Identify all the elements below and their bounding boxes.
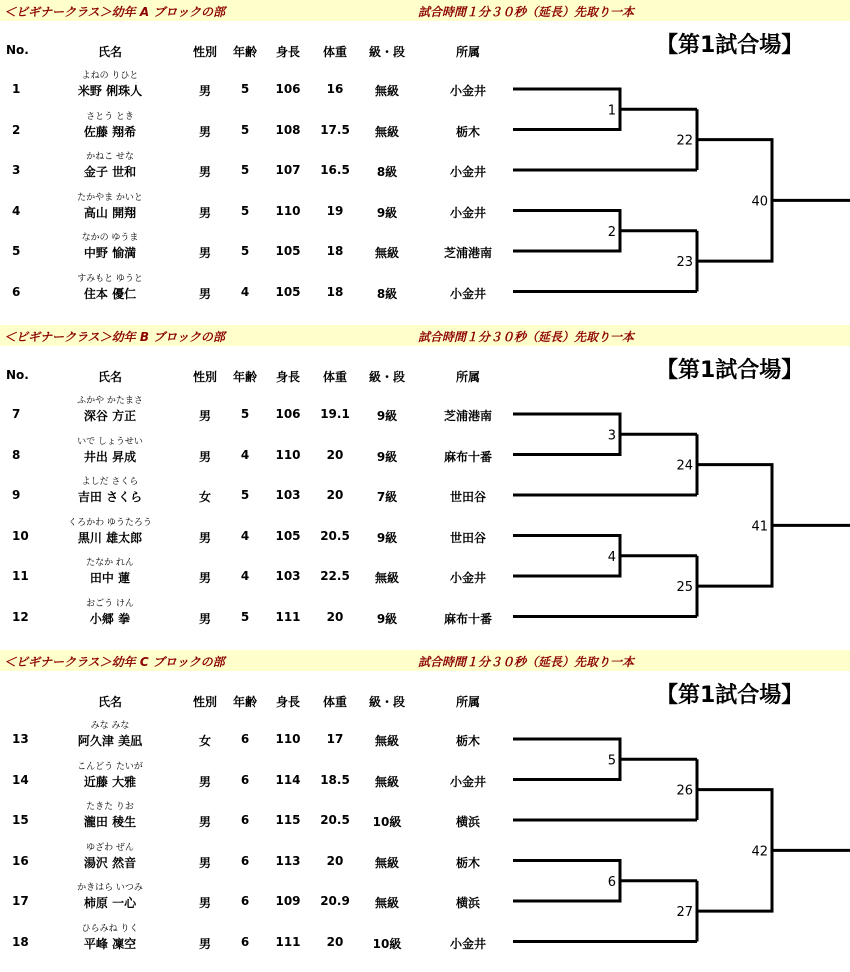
player-gender: 男: [198, 611, 212, 626]
column-header-gender: 性別: [192, 695, 218, 709]
player-affiliation: 世田谷: [449, 530, 487, 545]
player-rank: 無級: [374, 896, 400, 910]
match-number-semi-bottom: 27: [676, 905, 693, 921]
bracket-lines: [0, 325, 850, 647]
column-header-weight: 体重: [322, 45, 348, 59]
player-height: 113: [275, 853, 301, 868]
bracket-line-r1-bottom: [513, 211, 620, 252]
player-weight: 20.9: [320, 894, 350, 908]
player-weight: 18.5: [320, 772, 350, 787]
player-weight: 20.5: [320, 528, 350, 543]
player-rank: 9級: [376, 611, 398, 626]
column-header-name: 氏名: [97, 370, 123, 384]
match-number-semi-bottom: 25: [676, 580, 693, 596]
player-age: 5: [240, 203, 250, 218]
column-header-rank: 級・段: [368, 45, 406, 59]
player-gender: 男: [198, 815, 212, 829]
player-affiliation: 小金井: [449, 936, 487, 951]
player-height: 107: [275, 163, 301, 177]
player-weight: 20: [326, 853, 344, 868]
column-header-height: 身長: [275, 370, 301, 384]
match-number-semi-top: 26: [676, 783, 693, 799]
column-header-no: No.: [6, 368, 29, 382]
bracket-lines: [0, 0, 850, 322]
player-no: 7: [12, 407, 21, 421]
player-rank: 無級: [374, 774, 400, 789]
player-gender: 男: [198, 449, 212, 464]
player-affiliation: 小金井: [449, 84, 487, 98]
player-rank: 無級: [374, 855, 400, 870]
player-affiliation: 小金井: [449, 774, 487, 789]
player-weight: 17: [326, 732, 344, 746]
player-affiliation: 小金井: [449, 165, 487, 179]
venue-label: 【第1試合場】: [656, 33, 804, 58]
player-weight: 20: [326, 609, 344, 624]
player-affiliation: 麻布十番: [443, 449, 493, 464]
player-height: 109: [275, 894, 301, 908]
player-rank: 9級: [376, 449, 398, 464]
player-age: 4: [240, 284, 250, 299]
player-no: 16: [12, 853, 29, 868]
player-age: 6: [240, 772, 250, 787]
column-header-weight: 体重: [322, 695, 348, 709]
player-gender: 女: [198, 734, 212, 748]
player-name: 阿久津 美凪: [77, 734, 143, 748]
player-furigana: おごう けん: [86, 598, 134, 609]
player-height: 110: [275, 203, 301, 218]
player-height: 110: [275, 732, 301, 746]
player-no: 1: [12, 82, 21, 96]
player-age: 5: [240, 163, 250, 177]
player-rank: 10級: [372, 936, 402, 951]
player-no: 14: [12, 772, 29, 787]
column-header-affiliation: 所属: [455, 370, 481, 384]
player-no: 12: [12, 609, 29, 624]
player-weight: 20.5: [320, 813, 350, 827]
player-no: 17: [12, 894, 29, 908]
player-age: 4: [240, 569, 250, 583]
player-gender: 男: [198, 165, 212, 179]
column-header-age: 年齢: [232, 695, 258, 709]
player-name: 米野 俐珠人: [77, 84, 143, 98]
player-rank: 8級: [376, 286, 398, 301]
block-title: ＜ビギナークラス＞幼年 C ブロックの部: [4, 655, 225, 669]
player-age: 5: [240, 244, 250, 258]
player-no: 18: [12, 934, 29, 949]
column-header-name: 氏名: [97, 695, 123, 709]
player-no: 9: [12, 488, 21, 502]
player-rank: 無級: [374, 84, 400, 98]
player-height: 114: [275, 772, 301, 787]
player-height: 111: [275, 609, 301, 624]
player-gender: 男: [198, 286, 212, 301]
player-weight: 19: [326, 203, 344, 218]
player-affiliation: 芝浦港南: [443, 409, 493, 423]
player-name: 高山 開翔: [83, 205, 137, 220]
player-furigana: かねこ せな: [86, 152, 134, 162]
player-height: 105: [275, 244, 301, 258]
bracket-block: [0, 0, 850, 322]
player-name: 中野 愉満: [83, 246, 137, 260]
match-rule: 試合時間１分３０秒（延長）先取り一本: [418, 655, 635, 669]
player-rank: 無級: [374, 246, 400, 260]
player-no: 15: [12, 813, 29, 827]
player-affiliation: 栃木: [455, 734, 481, 748]
player-no: 8: [12, 447, 21, 462]
block-title: ＜ビギナークラス＞幼年 A ブロックの部: [4, 5, 226, 19]
player-weight: 20: [326, 447, 344, 462]
bracket-line-r1-top: [513, 414, 620, 455]
player-gender: 男: [198, 855, 212, 870]
venue-label: 【第1試合場】: [656, 358, 804, 383]
column-header-weight: 体重: [322, 370, 348, 384]
bracket-line-r1-top: [513, 739, 620, 780]
match-number-top: 3: [607, 428, 616, 444]
player-affiliation: 横浜: [455, 896, 481, 910]
player-weight: 17.5: [320, 122, 350, 137]
player-height: 105: [275, 528, 301, 543]
player-no: 2: [12, 122, 21, 137]
player-rank: 7級: [376, 490, 398, 504]
column-header-rank: 級・段: [368, 695, 406, 709]
player-furigana: よしだ さくら: [81, 477, 139, 487]
player-gender: 男: [198, 246, 212, 260]
bracket-line-r1-bottom: [513, 536, 620, 577]
player-affiliation: 栃木: [455, 124, 481, 139]
player-height: 103: [275, 488, 301, 502]
player-furigana: さとう とき: [86, 111, 134, 122]
player-gender: 女: [198, 490, 212, 504]
player-furigana: たかやま かいと: [77, 192, 143, 203]
player-weight: 20: [326, 934, 344, 949]
player-rank: 8級: [376, 165, 398, 179]
bracket-line-r1-bottom: [513, 861, 620, 902]
player-furigana: よねの りひと: [81, 71, 139, 81]
player-affiliation: 横浜: [455, 815, 481, 829]
player-weight: 20: [326, 488, 344, 502]
match-number-bottom: 4: [607, 549, 616, 565]
player-furigana: ふかや かたまさ: [77, 396, 143, 406]
player-height: 108: [275, 122, 301, 137]
player-affiliation: 小金井: [449, 571, 487, 585]
player-age: 4: [240, 447, 250, 462]
player-furigana: たなか れん: [86, 558, 134, 568]
match-number-final: 41: [751, 519, 768, 535]
player-affiliation: 小金井: [449, 205, 487, 220]
player-height: 110: [275, 447, 301, 462]
player-weight: 18: [326, 284, 344, 299]
match-number-top: 5: [607, 753, 616, 769]
player-gender: 男: [198, 936, 212, 951]
player-rank: 9級: [376, 409, 398, 423]
column-header-affiliation: 所属: [455, 45, 481, 59]
player-rank: 9級: [376, 205, 398, 220]
column-header-rank: 級・段: [368, 370, 406, 384]
player-name: 小郷 拳: [89, 611, 131, 626]
match-number-top: 1: [607, 103, 616, 119]
bracket-block: [0, 325, 850, 647]
match-number-semi-bottom: 23: [676, 255, 693, 271]
player-name: 柿原 一心: [83, 896, 137, 910]
player-height: 106: [275, 407, 301, 421]
player-affiliation: 小金井: [449, 286, 487, 301]
player-age: 6: [240, 934, 250, 949]
player-no: 5: [12, 244, 21, 258]
player-furigana: いで しょうせい: [77, 436, 143, 447]
player-age: 5: [240, 407, 250, 421]
player-weight: 19.1: [320, 407, 350, 421]
player-weight: 16: [326, 82, 344, 96]
player-age: 6: [240, 853, 250, 868]
player-name: 佐藤 翔希: [83, 124, 137, 139]
player-affiliation: 栃木: [455, 855, 481, 870]
player-furigana: くろかわ ゆうたろう: [68, 517, 152, 528]
player-gender: 男: [198, 571, 212, 585]
player-height: 105: [275, 284, 301, 299]
player-age: 5: [240, 609, 250, 624]
player-furigana: こんどう たいが: [77, 761, 143, 772]
player-rank: 9級: [376, 530, 398, 545]
player-age: 4: [240, 528, 250, 543]
player-height: 115: [275, 813, 301, 827]
block-title: ＜ビギナークラス＞幼年 B ブロックの部: [4, 330, 225, 344]
player-gender: 男: [198, 530, 212, 545]
column-header-no: No.: [6, 43, 29, 57]
player-no: 3: [12, 163, 21, 177]
column-header-height: 身長: [275, 695, 301, 709]
match-rule: 試合時間１分３０秒（延長）先取り一本: [418, 5, 635, 19]
player-height: 106: [275, 82, 301, 96]
player-name: 吉田 さくら: [77, 490, 143, 504]
column-header-gender: 性別: [192, 45, 218, 59]
player-no: 10: [12, 528, 29, 543]
player-no: 13: [12, 732, 29, 746]
match-number-bottom: 6: [607, 874, 616, 890]
player-name: 深谷 方正: [83, 409, 137, 423]
player-height: 103: [275, 569, 301, 583]
player-name: 住本 優仁: [83, 286, 137, 301]
match-number-bottom: 2: [607, 224, 616, 240]
player-furigana: たきた りお: [86, 802, 134, 812]
bracket-block: [0, 650, 850, 972]
player-rank: 無級: [374, 124, 400, 139]
player-rank: 10級: [372, 815, 402, 829]
player-gender: 男: [198, 896, 212, 910]
column-header-name: 氏名: [97, 45, 123, 59]
player-name: 井出 昇成: [83, 449, 137, 464]
player-furigana: ゆざわ ぜん: [86, 842, 134, 853]
player-name: 田中 蓮: [89, 571, 131, 585]
player-weight: 16.5: [320, 163, 350, 177]
match-number-semi-top: 22: [676, 133, 693, 149]
player-no: 4: [12, 203, 21, 218]
player-gender: 男: [198, 409, 212, 423]
player-age: 6: [240, 813, 250, 827]
column-header-height: 身長: [275, 45, 301, 59]
player-name: 金子 世和: [83, 165, 137, 179]
player-name: 瀧田 稜生: [83, 815, 137, 829]
player-furigana: みな みな: [90, 721, 130, 731]
player-rank: 無級: [374, 571, 400, 585]
player-rank: 無級: [374, 734, 400, 748]
player-furigana: すみもと ゆうと: [77, 273, 143, 284]
player-affiliation: 麻布十番: [443, 611, 493, 626]
player-name: 近藤 大雅: [83, 774, 137, 789]
player-name: 平峰 凜空: [83, 936, 137, 951]
player-affiliation: 芝浦港南: [443, 246, 493, 260]
player-name: 湯沢 然音: [83, 855, 137, 870]
player-gender: 男: [198, 84, 212, 98]
column-header-affiliation: 所属: [455, 695, 481, 709]
player-furigana: なかの ゆうま: [81, 233, 139, 243]
player-age: 6: [240, 894, 250, 908]
player-height: 111: [275, 934, 301, 949]
player-no: 6: [12, 284, 21, 299]
player-age: 5: [240, 122, 250, 137]
player-age: 5: [240, 82, 250, 96]
player-gender: 男: [198, 774, 212, 789]
match-number-final: 42: [751, 844, 768, 860]
match-rule: 試合時間１分３０秒（延長）先取り一本: [418, 330, 635, 344]
bracket-lines: [0, 650, 850, 972]
player-name: 黒川 雄太郎: [77, 530, 143, 545]
player-furigana: かきはら いつみ: [77, 883, 143, 893]
player-no: 11: [12, 569, 29, 583]
match-number-semi-top: 24: [676, 458, 693, 474]
player-gender: 男: [198, 124, 212, 139]
player-gender: 男: [198, 205, 212, 220]
player-age: 5: [240, 488, 250, 502]
player-weight: 22.5: [320, 569, 350, 583]
player-furigana: ひらみね りく: [81, 923, 139, 934]
column-header-gender: 性別: [192, 370, 218, 384]
column-header-age: 年齢: [232, 45, 258, 59]
venue-label: 【第1試合場】: [656, 683, 804, 708]
match-number-final: 40: [751, 194, 768, 210]
player-weight: 18: [326, 244, 344, 258]
bracket-line-r1-top: [513, 89, 620, 130]
player-age: 6: [240, 732, 250, 746]
player-affiliation: 世田谷: [449, 490, 487, 504]
column-header-age: 年齢: [232, 370, 258, 384]
